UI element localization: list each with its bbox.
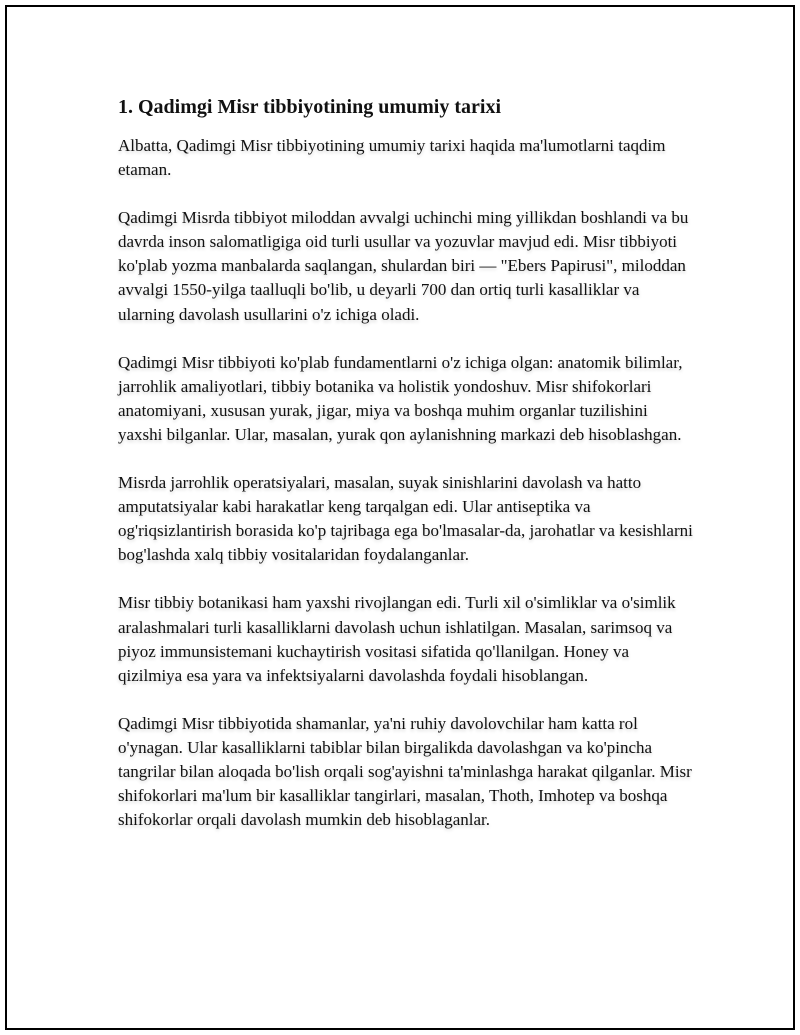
paragraph-intro: Albatta, Qadimgi Misr tibbiyotining umumiy tarixi haqida ma'lumotlarni taqdim etaman. [118, 136, 666, 180]
paragraph-surgery: Misrda jarrohlik operatsiyalari, masalan, suyak sinishlarini davolash va hatto amputatsiyalar kabi harakatlar keng tarqalgan edi. Ular antiseptika va og'riqsizlantirish borasida ko'p tajribaga ega bo'lmasalar-da, jarohatlar va kesishlarni bog'lashda xalq tibbiy vositalaridan foydalanganlar. [118, 473, 693, 565]
document-title: 1. Qadimgi Misr tibbiyotining umumiy tarixi [118, 96, 501, 118]
paragraph-shamans: Qadimgi Misr tibbiyotida shamanlar, ya'ni ruhiy davolovchilar ham katta rol o'ynagan. Ular kasalliklarni tabiblar bilan birgalikda davolashgan va ko'pincha tangrilar bilan aloqada bo'lish orqali sog'ayishni ta'minlashga harakat qilganlar. Misr shifokorlari ma'lum bir kasalliklar tangirlari, masalan, Thoth, Imhotep va boshqa shifokorlar orqali davolash mumkin deb hisoblaganlar. [118, 713, 692, 830]
paragraph-foundations: Qadimgi Misr tibbiyoti ko'plab fundamentlarni o'z ichiga olgan: anatomik bilimlar, jarrohlik amaliyotlari, tibbiy botanika va holistik yondoshuv. Misr shifokorlari anatomiyani, xususan yurak, jigar, miya va boshqa muhim organlar tuzilishini yaxshi bilganlar. Ular, masalan, yurak qon aylanishning markazi deb hisoblashgan. [118, 352, 683, 444]
paragraph-botany: Misr tibbiy botanikasi ham yaxshi rivojlangan edi. Turli xil o'simliklar va o'simlik aralashmalari turli kasalliklarni davolash uchun ishlatilgan. Masalan, sarimsoq va piyoz immunsistemani kuchaytirish vositasi sifatida qo'llanilgan. Honey va qizilmiya esa yara va infektsiyalarni davolashda foydali hisoblangan. [118, 593, 676, 685]
document-body [118, 92, 693, 856]
paragraph-origins: Qadimgi Misrda tibbiyot miloddan avvalgi uchinchi ming yillikdan boshlandi va bu davrda inson salomatligiga oid turli usullar va yozuvlar mavjud edi. Misr tibbiyoti ko'plab yozma manbalarda saqlangan, shulardan biri — "Ebers Papirusi", miloddan avvalgi 1550-yilga taalluqli bo'lib, u deyarli 700 dan ortiq turli kasalliklar va ularning davolash usullarini o'z ichiga oladi. [118, 208, 689, 324]
